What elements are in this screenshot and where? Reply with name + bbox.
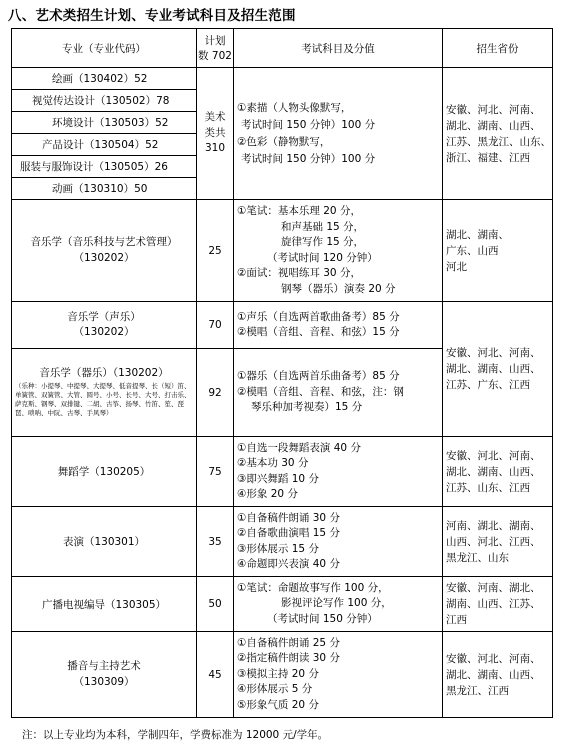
table-row — [12, 302, 553, 349]
table-row — [12, 507, 553, 577]
plan-count: 50 — [197, 577, 234, 632]
header-major: 专业（专业代码） — [12, 29, 197, 68]
plan-count: 70 — [197, 302, 234, 349]
exam-subjects: ①自备稿件朗诵 25 分 ②指定稿件朗读 30 分 ③模拟主持 20 分 ④形体展示 5 分 ⑤形象气质 20 分 — [234, 632, 443, 718]
header-provinces: 招生省份 — [443, 29, 553, 68]
exam-subjects: ①笔试：基本乐理 20 分， 和声基础 15 分， 旋律写作 15 分， （考试时间 120 分钟） ②面试：视唱练耳 30 分， 钢琴（器乐）演奏 20 分 — [234, 200, 443, 302]
major-name: 视觉传达设计（130502）78 — [12, 90, 197, 112]
major-name: 服装与服饰设计（130505）26 — [12, 156, 197, 178]
province-list: 安徽、河北、河南、 湖北、湖南、山西、 江苏、黑龙江、山东、 浙江、福建、江西 — [443, 68, 553, 200]
plan-count: 75 — [197, 437, 234, 507]
admission-table — [11, 28, 553, 718]
table-row — [12, 577, 553, 632]
instrument-list: （乐种：小提琴、中提琴、大提琴、低音提琴、长（短）笛、单簧管、双簧管、大管、圆号、小号、长号、大号、打击乐、萨克斯、钢琴、双排键、二胡、古筝、扬琴、竹笛、笙、琵琶、唢呐、中阮、古琴、手风琴） — [15, 381, 191, 417]
table-row — [12, 200, 553, 302]
province-list: 安徽、河南、湖北、 湖南、山西、江苏、 江西 — [443, 577, 553, 632]
plan-count: 45 — [197, 632, 234, 718]
major-name: 音乐学（音乐科技与艺术管理） （130202） — [12, 200, 197, 302]
plan-count: 25 — [197, 200, 234, 302]
plan-count: 35 — [197, 507, 234, 577]
province-list: 湖北、湖南、 广东、山西 河北 — [443, 200, 553, 302]
major-name: 舞蹈学（130205） — [12, 437, 197, 507]
table-row — [12, 632, 553, 718]
exam-subjects: ①笔试：命题故事写作 100 分， 影视评论写作 100 分， （考试时间 150 分钟） — [234, 577, 443, 632]
major-name: 动画（130310）50 — [12, 178, 197, 200]
major-name: 播音与主持艺术 （130309） — [12, 632, 197, 718]
major-name: 产品设计（130504）52 — [12, 134, 197, 156]
plan-count: 美术 类共 310 — [197, 68, 234, 200]
province-list: 河南、湖北、湖南、 山西、河北、江西、 黑龙江、山东 — [443, 507, 553, 577]
major-name: 音乐学（器乐）（130202） （乐种：小提琴、中提琴、大提琴、低音提琴、长（短）笛、单簧管、双簧管、大管、圆号、小号、长号、大号、打击乐、萨克斯、钢琴、双排键、二胡、古筝、扬琴、竹笛、笙、琵琶、唢呐、中阮、古琴、手风琴） — [12, 349, 197, 437]
footnote: 注：以上专业均为本科，学制四年，学费标准为 12000 元/学年。 — [22, 729, 329, 741]
header-plan: 计划 数 702 — [197, 29, 234, 68]
exam-subjects: ①自备稿件朗诵 30 分 ②自备歌曲演唱 15 分 ③形体展示 15 分 ④命题即兴表演 40 分 — [234, 507, 443, 577]
province-list: 安徽、河北、河南、 湖北、湖南、山西、 江苏、山东、江西 — [443, 437, 553, 507]
exam-subjects: ①器乐（自选两首乐曲备考）85 分 ②模唱（音组、音程、和弦，注：钢 琴乐种加考视奏）15 分 — [234, 349, 443, 437]
table-row — [12, 68, 553, 90]
plan-count: 92 — [197, 349, 234, 437]
page-title: 八、艺术类招生计划、专业考试科目及招生范围 — [8, 8, 296, 24]
exam-subjects: ①自选一段舞蹈表演 40 分 ②基本功 30 分 ③即兴舞蹈 10 分 ④形象 20 分 — [234, 437, 443, 507]
major-name: 绘画（130402）52 — [12, 68, 197, 90]
major-name: 环境设计（130503）52 — [12, 112, 197, 134]
major-name: 表演（130301） — [12, 507, 197, 577]
table-header-row — [12, 29, 553, 68]
header-exam: 考试科目及分值 — [234, 29, 443, 68]
exam-subjects: ①声乐（自选两首歌曲备考）85 分 ②模唱（音组、音程、和弦）15 分 — [234, 302, 443, 349]
exam-subjects: ①素描（人物头像默写， 考试时间 150 分钟）100 分 ②色彩（静物默写， 考试时间 150 分钟）100 分 — [234, 68, 443, 200]
province-list: 安徽、河北、河南、 湖北、湖南、山西、 江苏、广东、江西 — [443, 302, 553, 437]
table-row — [12, 437, 553, 507]
major-name: 音乐学（声乐） （130202） — [12, 302, 197, 349]
province-list: 安徽、河北、河南、 湖北、湖南、山西、 黑龙江、江西 — [443, 632, 553, 718]
major-name: 广播电视编导（130305） — [12, 577, 197, 632]
